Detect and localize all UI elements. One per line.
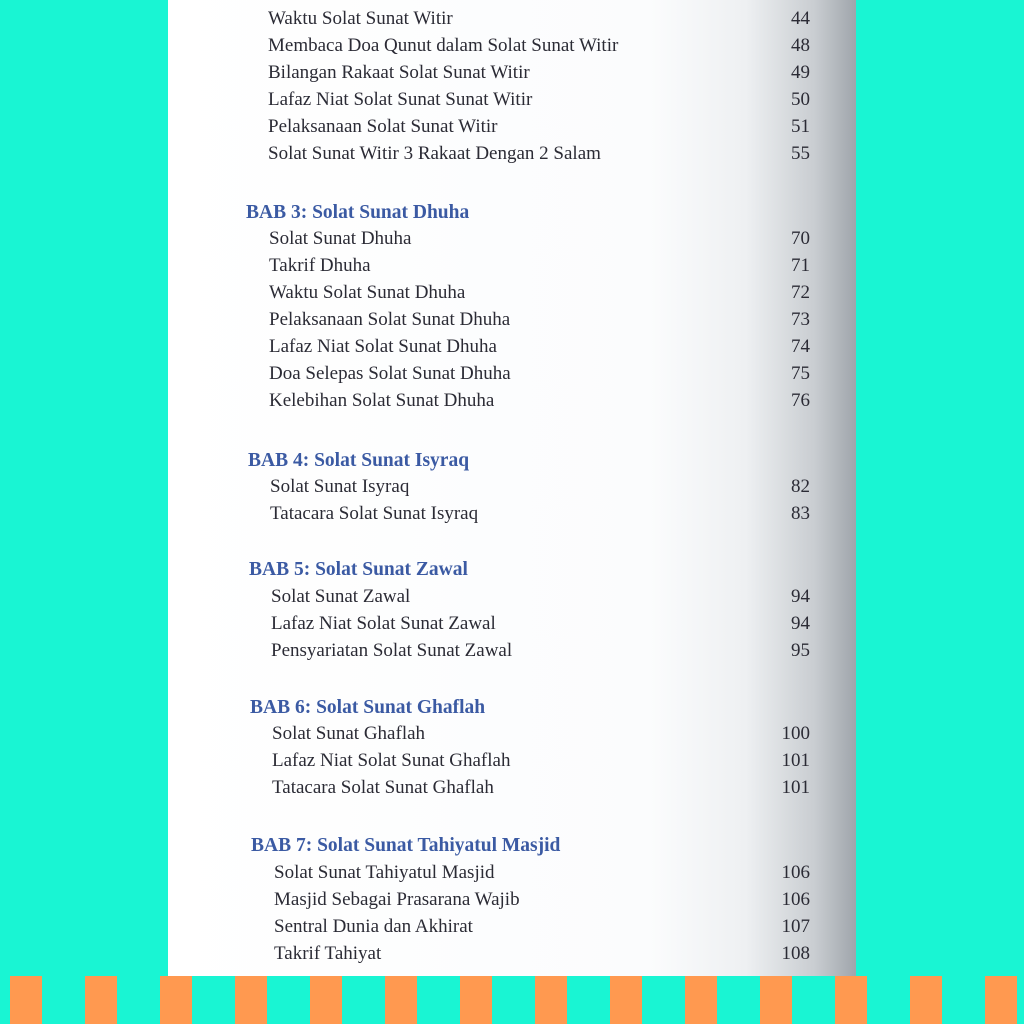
toc-entry [274,859,810,886]
toc-entry-page: 50 [791,89,810,110]
toc-entry-title: Membaca Doa Qunut dalam Solat Sunat Witir [268,35,619,56]
toc-entry-title: Waktu Solat Sunat Witir [268,8,453,29]
toc-entry [268,32,810,59]
toc-entry-title: Kelebihan Solat Sunat Dhuha [269,390,495,411]
toc-entry-title: Tatacara Solat Sunat Isyraq [270,503,479,524]
toc-entry-page: 71 [791,255,810,276]
toc-entry-page: 70 [791,228,810,249]
toc-entry-page: 48 [791,35,810,56]
toc-entry [268,5,810,32]
toc-entry-title: Lafaz Niat Solat Sunat Zawal [271,613,496,634]
toc-entry-page: 101 [781,750,810,771]
stripe [310,976,342,1024]
chapter-heading: BAB 6: Solat Sunat Ghaflah [250,697,486,718]
toc-entry-title: Lafaz Niat Solat Sunat Sunat Witir [268,89,533,110]
toc-entry-title: Masjid Sebagai Prasarana Wajib [274,889,520,910]
toc-entry [274,913,810,940]
toc-entry-title: Solat Sunat Witir 3 Rakaat Dengan 2 Salam [268,143,601,164]
toc-entry [269,333,810,360]
toc-entry [269,387,810,414]
toc-entry-page: 51 [791,116,810,137]
stripe [985,976,1017,1024]
toc-entry [272,774,810,801]
toc-entry [271,637,810,664]
toc-entry [268,86,810,113]
toc-entry [269,225,810,252]
toc-entry-page: 100 [781,723,810,744]
toc-entry-title: Takrif Dhuha [269,255,371,276]
stripe [385,976,417,1024]
stripe [685,976,717,1024]
toc-entry-title: Lafaz Niat Solat Sunat Ghaflah [272,750,511,771]
toc-entry [268,113,810,140]
toc-entry-title: Pelaksanaan Solat Sunat Dhuha [269,309,511,330]
toc-entry-page: 44 [791,8,810,29]
toc-entry-title: Solat Sunat Tahiyatul Masjid [274,862,495,883]
toc-entry [270,500,810,527]
toc-entry-title: Doa Selepas Solat Sunat Dhuha [269,363,511,384]
stripe [235,976,267,1024]
toc-entry [272,747,810,774]
toc-entry-title: Bilangan Rakaat Solat Sunat Witir [268,62,530,83]
toc-entry-page: 101 [781,777,810,798]
toc-entry-page: 82 [791,476,810,497]
toc-entry-title: Solat Sunat Dhuha [269,228,412,249]
toc-entry [271,583,810,610]
chapter-heading: BAB 5: Solat Sunat Zawal [249,559,468,580]
toc-entry-title: Pelaksanaan Solat Sunat Witir [268,116,498,137]
chapter-heading: BAB 3: Solat Sunat Dhuha [246,202,470,223]
toc-entry-title: Takrif Tahiyat [274,943,382,964]
toc-entry [274,940,810,967]
stripe [160,976,192,1024]
toc-entry [268,59,810,86]
toc-entry-page: 106 [781,862,810,883]
book-page [168,0,856,976]
toc-entry [272,720,810,747]
toc-entry-title: Solat Sunat Zawal [271,586,411,607]
decorative-stripe-border [0,976,1024,1024]
toc-entry [268,140,810,167]
chapter-heading: BAB 4: Solat Sunat Isyraq [248,450,470,471]
chapter-heading: BAB 7: Solat Sunat Tahiyatul Masjid [251,835,561,856]
toc-entry-page: 74 [791,336,810,357]
stripe [760,976,792,1024]
toc-entry-page: 72 [791,282,810,303]
toc-entry [270,473,810,500]
toc-entry-page: 107 [781,916,810,937]
toc-entry [271,610,810,637]
toc-entry-page: 73 [791,309,810,330]
toc-entry-title: Lafaz Niat Solat Sunat Dhuha [269,336,497,357]
stripe [610,976,642,1024]
toc-entry-title: Waktu Solat Sunat Dhuha [269,282,466,303]
stripe [10,976,42,1024]
toc-entry-page: 76 [791,390,810,411]
toc-entry-page: 83 [791,503,810,524]
toc-entry-page: 94 [791,613,810,634]
toc-entry [269,306,810,333]
toc-entry-page: 49 [791,62,810,83]
toc-entry-title: Solat Sunat Isyraq [270,476,410,497]
toc-entry [269,279,810,306]
stripe [85,976,117,1024]
toc-entry-title: Solat Sunat Ghaflah [272,723,426,744]
toc-entry-page: 94 [791,586,810,607]
toc-entry-page: 95 [791,640,810,661]
toc-entry [269,360,810,387]
toc-entry-title: Sentral Dunia dan Akhirat [274,916,473,937]
stripe [835,976,867,1024]
toc-entry-page: 108 [781,943,810,964]
stripe [535,976,567,1024]
toc-entry [274,886,810,913]
toc-entry-page: 55 [791,143,810,164]
toc-entry-page: 106 [781,889,810,910]
stripe [910,976,942,1024]
toc-entry-page: 75 [791,363,810,384]
toc-entry-title: Tatacara Solat Sunat Ghaflah [272,777,494,798]
toc-entry-title: Pensyariatan Solat Sunat Zawal [271,640,513,661]
toc-entry [269,252,810,279]
stripe [460,976,492,1024]
